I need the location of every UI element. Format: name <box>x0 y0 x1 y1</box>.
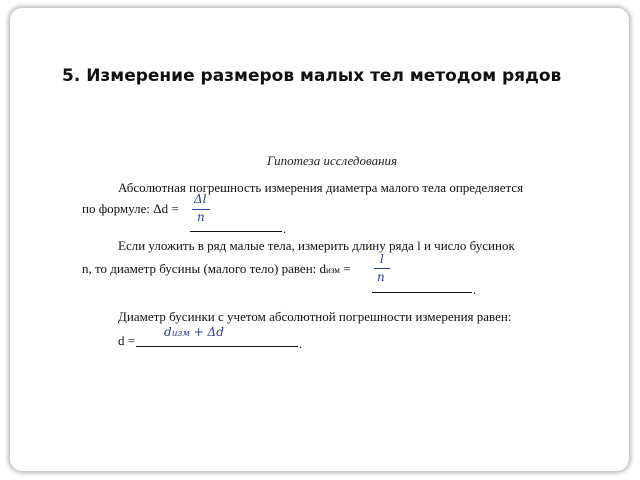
p2-answer-blank <box>372 292 472 293</box>
paragraph3-line1: Диаметр бусинки с учетом абсолютной погрешности измерения равен: <box>118 309 512 324</box>
hypothesis-heading: Гипотеза исследования <box>267 153 398 168</box>
paragraph1-line2: по формуле: Δd = <box>82 201 179 216</box>
p2-answer-fraction-bar <box>374 268 390 269</box>
paragraph2-line2: n, то диаметр бусины (малого тело) равен: dизм = <box>82 261 351 276</box>
paragraph2-line1: Если уложить в ряд малые тела, измерить длину ряда l и число бусинок <box>118 238 515 253</box>
p3-answer-blank <box>136 346 298 347</box>
p1-answer-denominator: n <box>197 210 205 224</box>
p1-answer-numerator: Δl <box>194 192 207 206</box>
p1-period: . <box>283 221 287 236</box>
p3-answer: dизм + Δd <box>164 325 224 339</box>
p2-period: . <box>473 282 477 297</box>
page-title: 5. Измерение размеров малых тел методом рядов <box>62 66 562 86</box>
paragraph3-line2: d = <box>118 333 136 348</box>
p3-period: . <box>299 336 303 351</box>
p2-answer-denominator: n <box>377 270 385 284</box>
paragraph1-line1: Абсолютная погрешность измерения диаметра малого тела определяется <box>118 180 524 195</box>
p1-answer-blank <box>190 231 282 232</box>
p2-answer-numerator: l <box>380 252 384 266</box>
